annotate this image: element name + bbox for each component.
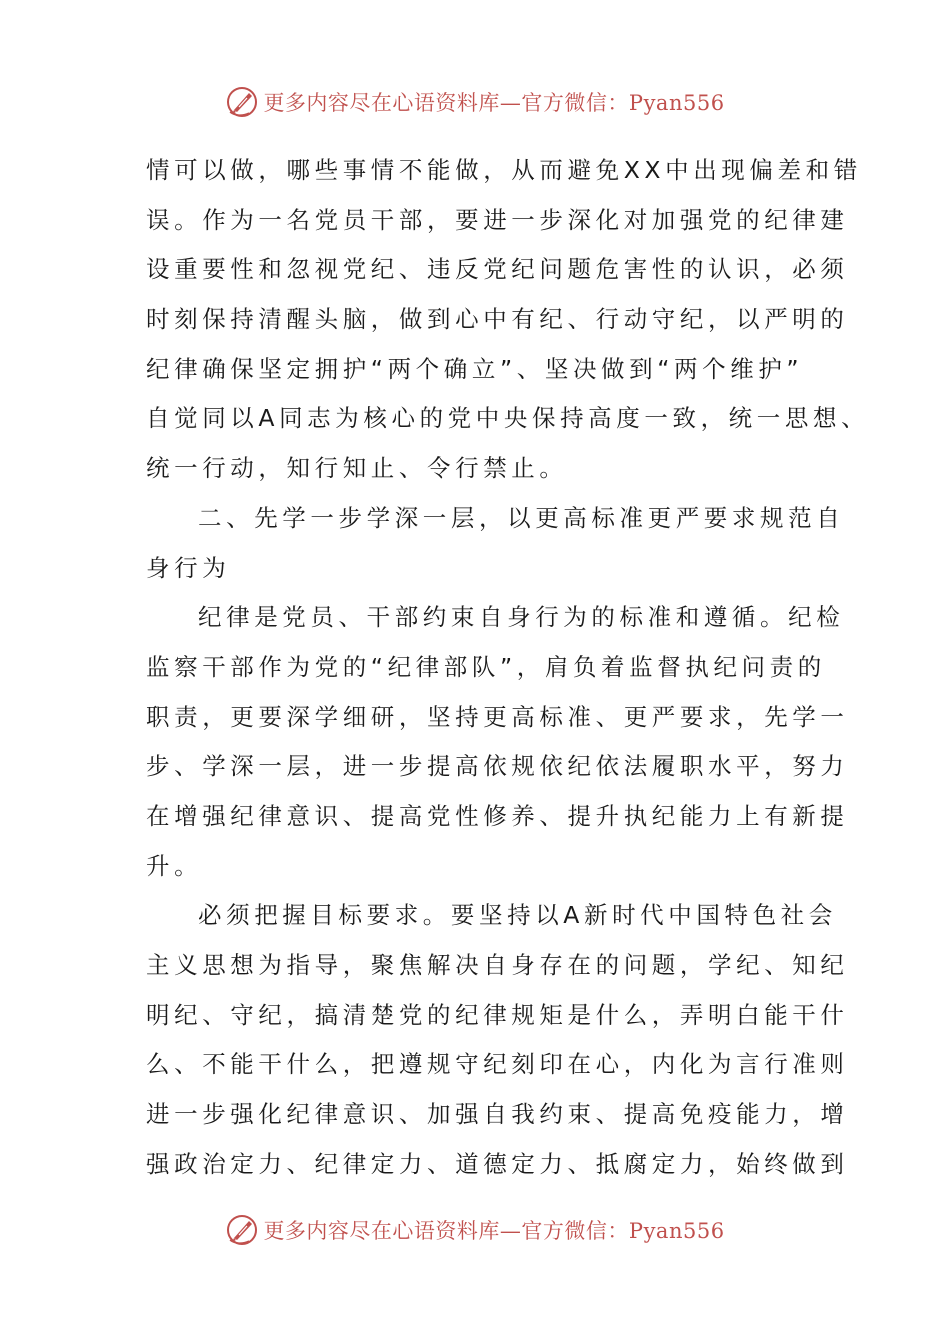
text-line: 纪律确保坚定拥护“两个确立”、坚决做到“两个维护” bbox=[146, 354, 804, 383]
text-line: 强政治定力、纪律定力、道德定力、抵腐定力，始终做到 bbox=[146, 1149, 849, 1178]
text-line: 职责，更要深学细研，坚持更高标准、更严要求，先学一 bbox=[146, 702, 849, 731]
text-line: 升。 bbox=[146, 851, 203, 880]
text-line: 步、学深一层，进一步提高依规依纪依法履职水平，努力 bbox=[146, 752, 849, 781]
quill-pen-logo-icon bbox=[225, 1213, 259, 1247]
text-line: 误。作为一名党员干部，要进一步深化对加强党的纪律建 bbox=[146, 205, 849, 234]
text-line: 进一步强化纪律意识、加强自我约束、提高免疫能力，增 bbox=[146, 1100, 849, 1129]
header-watermark-banner bbox=[0, 82, 950, 122]
text-line: 自觉同以A同志为核心的党中央保持高度一致，统一思想、 bbox=[146, 404, 870, 433]
document-body bbox=[146, 146, 870, 1189]
text-line: 明纪、守纪，搞清楚党的纪律规矩是什么，弄明白能干什 bbox=[146, 1000, 849, 1029]
text-line: 在增强纪律意识、提高党性修养、提升执纪能力上有新提 bbox=[146, 801, 849, 830]
text-line: 身行为 bbox=[146, 553, 231, 582]
header-watermark-text: 更多内容尽在心语资料库—官方微信：Pyan556 bbox=[263, 91, 725, 115]
text-line: 情可以做，哪些事情不能做，从而避免XX中出现偏差和错 bbox=[146, 156, 862, 184]
text-line: 设重要性和忽视党纪、违反党纪问题危害性的认识，必须 bbox=[146, 255, 849, 284]
text-line: 主义思想为指导，聚焦解决自身存在的问题，学纪、知纪 bbox=[146, 951, 849, 979]
text-line: 必须把握目标要求。要坚持以A新时代中国特色社会 bbox=[198, 901, 837, 930]
text-line: 统一行动，知行知止、令行禁止。 bbox=[146, 454, 568, 483]
text-line: 么、不能干什么，把遵规守纪刻印在心，内化为言行准则 bbox=[146, 1050, 849, 1079]
footer-watermark-banner bbox=[0, 1210, 950, 1250]
text-line: 二、先学一步学深一层，以更高标准更严要求规范自 bbox=[198, 503, 845, 532]
text-line: 纪律是党员、干部约束自身行为的标准和遵循。纪检 bbox=[198, 603, 845, 632]
footer-watermark-text: 更多内容尽在心语资料库—官方微信：Pyan556 bbox=[263, 1219, 725, 1243]
quill-pen-logo-icon bbox=[225, 85, 259, 119]
text-line: 监察干部作为党的“纪律部队”，肩负着监督执纪问责的 bbox=[146, 652, 826, 681]
text-line: 时刻保持清醒头脑，做到心中有纪、行动守纪，以严明的 bbox=[146, 305, 849, 334]
